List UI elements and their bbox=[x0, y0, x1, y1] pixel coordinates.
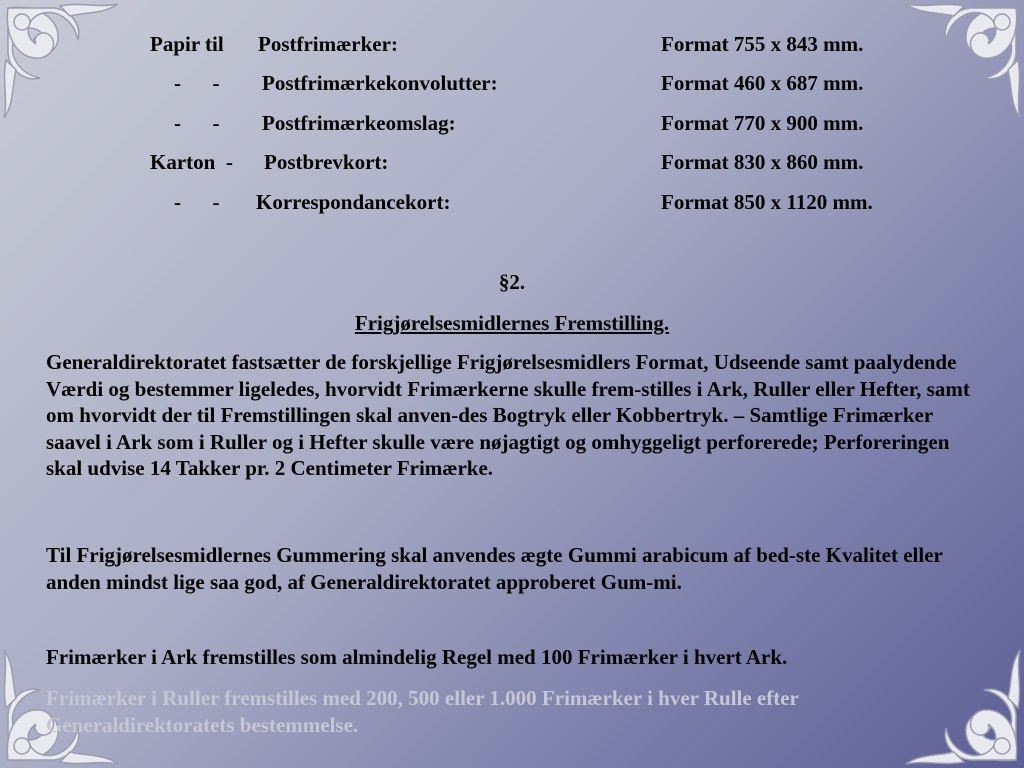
item-label: Postfrimærkeomslag: bbox=[262, 111, 456, 135]
section-number: §2. bbox=[498, 270, 526, 294]
item-label: Korrespondancekort: bbox=[256, 190, 451, 214]
format-row bbox=[0, 147, 1024, 177]
format-row bbox=[0, 108, 1024, 138]
item-label: Postbrevkort: bbox=[264, 150, 389, 174]
paragraph: Frimærker i Ark fremstilles som almindelig Regel med 100 Frimærker i hvert Ark. bbox=[46, 645, 788, 669]
format-row bbox=[0, 68, 1024, 98]
material-label: Papir til bbox=[150, 32, 224, 56]
format-value: Format 770 x 900 mm. bbox=[661, 111, 864, 135]
format-row bbox=[0, 29, 1024, 59]
material-label: - - bbox=[174, 190, 220, 214]
format-value: Format 460 x 687 mm. bbox=[661, 71, 864, 95]
paragraph: Generaldirektoratet fastsætter de forskjellige Frigjørelsesmidlers Format, Udseende samt paalydende Værdi og bestemmer ligeledes, hvorvidt Frimærkerne skulle frem-stilles i Ark, Ruller eller Hefter, samt om hvorvidt der til Fremstillingen skal anven-des Bogtryk eller Kobbertryk. – Samtlige Frimærker saavel i Ark som i Ruller og i Hefter skulle være nøjagtigt og omhyggeligt perforerede; Perforeringen skal udvise 14 Takker pr. 2 Centimeter Frimærke. bbox=[46, 350, 970, 480]
paragraph: Til Frigjørelsesmidlernes Gummering skal anvendes ægte Gummi arabicum af bed-ste Kvalitet eller anden mindst lige saa god, af Generaldirektoratet approberet Gum-mi. bbox=[46, 543, 943, 594]
format-value: Format 830 x 860 mm. bbox=[661, 150, 864, 174]
material-label: - - bbox=[174, 111, 220, 135]
format-row bbox=[0, 187, 1024, 217]
paragraph-faded: Frimærker i Ruller fremstilles med 200, 500 eller 1.000 Frimærker i hver Rulle efter Generaldirektoratets bestemmelse. bbox=[46, 686, 799, 737]
item-label: Postfrimærker: bbox=[258, 32, 398, 56]
material-label: - - bbox=[174, 71, 220, 95]
section-title: Frigjørelsesmidlernes Fremstilling. bbox=[354, 311, 670, 335]
item-label: Postfrimærkekonvolutter: bbox=[262, 71, 498, 95]
material-label: Karton - bbox=[150, 150, 233, 174]
format-value: Format 755 x 843 mm. bbox=[661, 32, 864, 56]
format-value: Format 850 x 1120 mm. bbox=[661, 190, 873, 214]
